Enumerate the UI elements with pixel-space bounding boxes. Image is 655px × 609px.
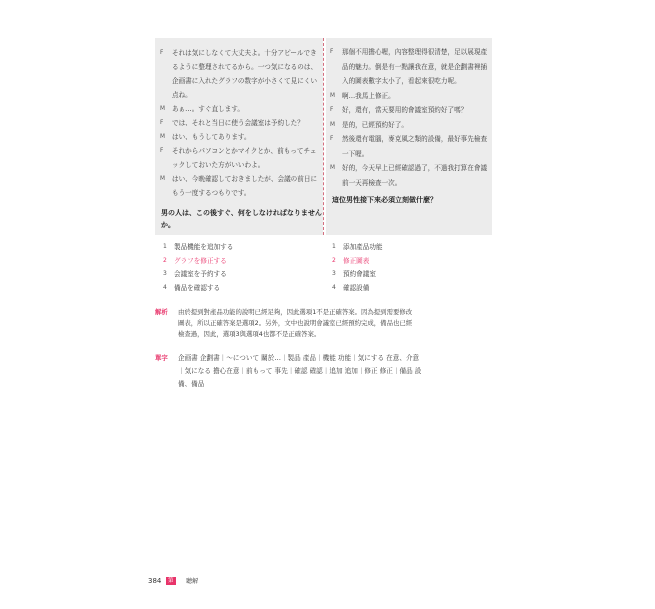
speaker-label: M <box>160 176 166 182</box>
answer-option: 確認設備 <box>343 283 370 292</box>
answer-option: 会議室を予約する <box>174 270 227 278</box>
option-number: 3 <box>163 270 167 277</box>
speaker-label: M <box>330 121 336 128</box>
dialogue-line: 企画書に入れたグラフの数字が小さくて見にくい <box>172 77 318 85</box>
explanation-line-1: 由於提到對產品功能的說明已經足夠，因此選項1不是正確答案。因為提到需要修改 <box>178 308 413 316</box>
vocabulary-label: 單字 <box>155 354 168 362</box>
dialogue-line: それは気にしなくて大丈夫よ。十分アピールでき <box>172 49 317 57</box>
question-jp-line-1: 男の人は、この後すぐ、何をしなければなりません <box>161 209 322 217</box>
dialogue-line: 入的圖表數字太小了，看起來很吃力呢。 <box>342 77 461 85</box>
explanation-line-2: 圖表，所以正確答案是選項2。另外，文中也說明會議室已經預約完成，備品也已經 <box>178 319 413 327</box>
dialogue-line: もう一度するつもりです。 <box>172 189 251 197</box>
option-number: 2 <box>332 256 336 264</box>
option-number: 3 <box>332 270 336 277</box>
dialogue-line: はい、もうしてあります。 <box>172 133 251 141</box>
section-title: 聽解 <box>186 578 199 585</box>
page-number: 384 <box>148 577 162 585</box>
answer-option: 添加產品功能 <box>343 243 383 251</box>
dialogue-line: あぁ…。すぐ直します。 <box>172 105 244 113</box>
option-number: 1 <box>332 243 336 250</box>
speaker-label: F <box>330 107 334 113</box>
dialogue-line: 点ね。 <box>172 91 192 99</box>
speaker-label: F <box>160 148 164 154</box>
speaker-label: M <box>160 106 166 112</box>
vocabulary-line-1: 企画書 企劃書｜～について 關於…｜製品 產品｜機能 功能｜気にする 在意、介意 <box>178 354 420 362</box>
speaker-label: F <box>160 120 164 126</box>
speaker-label: M <box>330 92 336 99</box>
explanation-label: 解析 <box>155 308 168 316</box>
speaker-label: M <box>160 134 166 140</box>
speaker-label: M <box>330 165 336 171</box>
vocabulary-line-3: 備、備品 <box>178 380 205 388</box>
dialogue-line: ックしておいた方がいいわよ。 <box>172 161 265 169</box>
answer-option: 預約會議室 <box>343 270 376 278</box>
dialogue-line: 好，還有，當天要用的會議室預約好了嗎？ <box>342 106 468 114</box>
vocabulary-line-2: ｜気になる 擔心在意｜前もって 事先｜確認 確認｜追加 追加｜修正 修正｜備品 設 <box>178 367 422 375</box>
option-number: 4 <box>163 283 167 291</box>
option-number: 4 <box>332 283 336 291</box>
dialogue-line: それからパソコンとかマイクとか、前もってチェ <box>172 147 317 155</box>
answer-option: 製品機能を追加する <box>174 243 234 251</box>
dialogue-line: るように整理されてるから。一つ気になるのは、 <box>172 63 318 71</box>
explanation-line-3: 檢查過，因此，選項3與選項4也都不是正確答案。 <box>178 330 321 338</box>
option-number: 2 <box>163 256 167 264</box>
dialogue-line: 然後還有電腦，麥克風之類的設備，最好事先檢查 <box>342 135 488 143</box>
dialogue-line: はい、今晩確認しておきましたが、会議の前日に <box>172 175 318 183</box>
dialogue-line: 一下喔。 <box>342 149 369 158</box>
dialogue-line: 前一天再檢查一次。 <box>342 178 402 187</box>
speaker-label: F <box>330 136 334 142</box>
dialogue-line: 好的，今天早上已經確認過了，不過我打算在會議 <box>342 164 488 172</box>
dialogue-line: 品的魅力。倒是有一點讓我在意，就是企劃書裡插 <box>342 62 488 71</box>
question-jp-line-2: か。 <box>161 221 175 229</box>
question-zh: 這位男性接下來必須立刻做什麼？ <box>332 196 437 204</box>
section-badge: 第二回 <box>168 578 174 600</box>
correct-option: 修正圖表 <box>343 256 370 265</box>
correct-option: グラフを修正する <box>174 256 227 265</box>
speaker-label: F <box>160 50 164 56</box>
option-number: 1 <box>163 243 167 250</box>
dialogue-line: 啊…我馬上修正。 <box>342 91 395 100</box>
panel-divider <box>323 38 324 235</box>
dialogue-line: 那個不用擔心喔，內容整理得很清楚，足以展現產 <box>342 48 488 56</box>
dialogue-line: では、それと当日に使う会議室は予約した？ <box>172 119 304 127</box>
answer-option: 備品を確認する <box>174 283 221 292</box>
dialogue-line: 是的，已經預約好了。 <box>342 120 408 129</box>
speaker-label: F <box>330 49 334 55</box>
